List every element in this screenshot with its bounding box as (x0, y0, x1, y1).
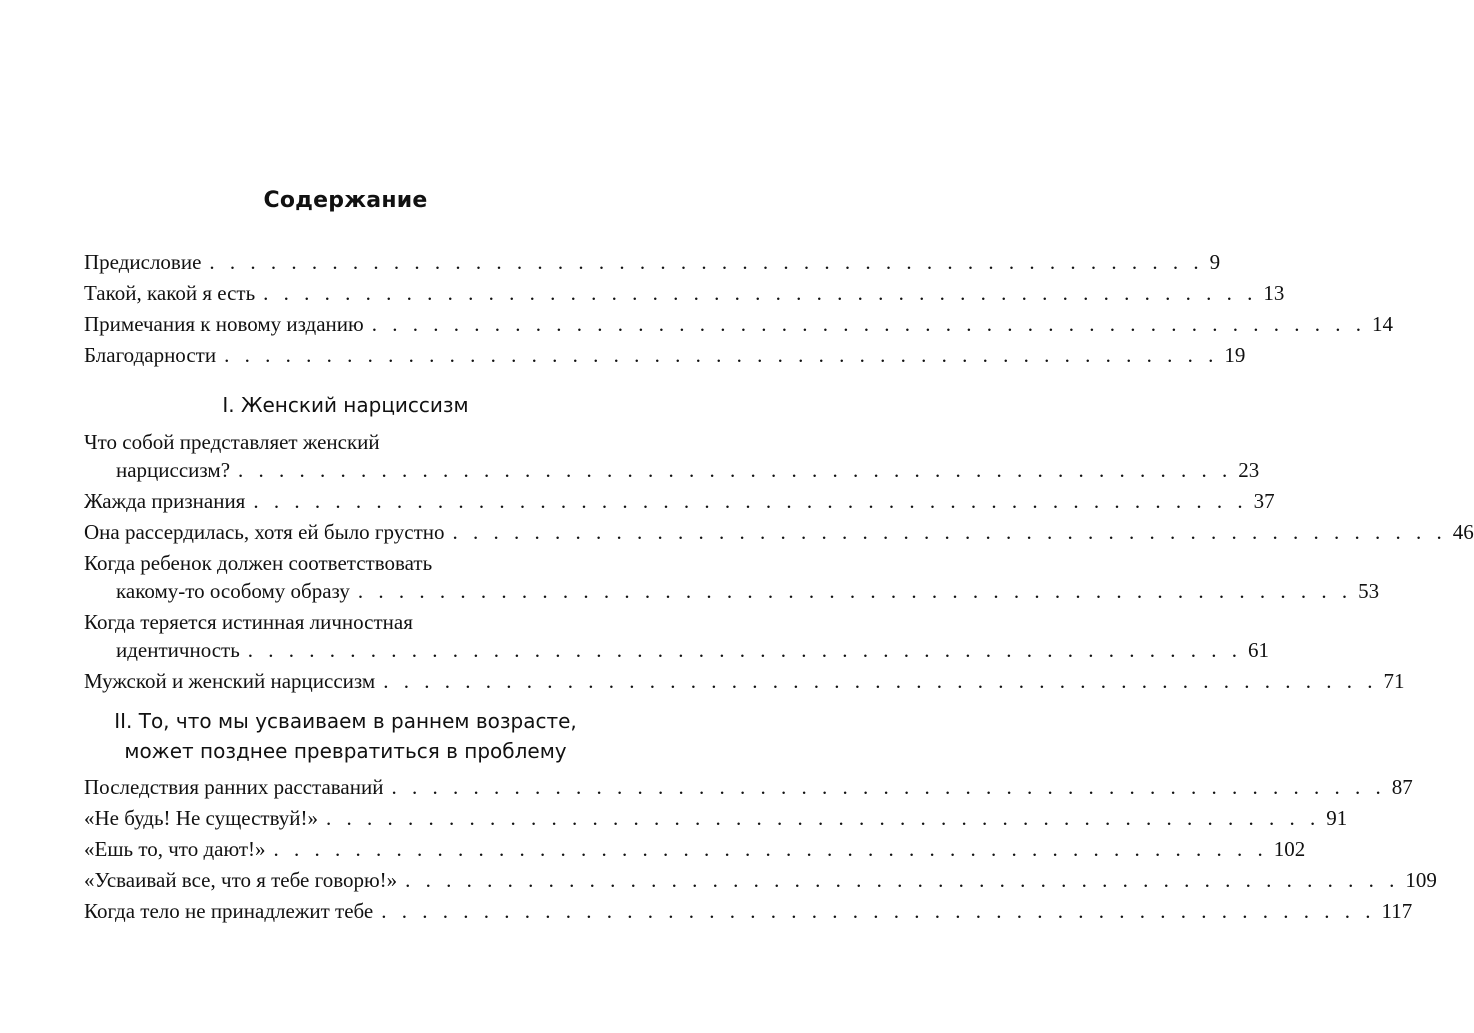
leader-dots: . . . . . . . . . . . . . . . . . . . . . . . . . . . . . . . . . . . . . . . . . . . . . . . . . (263, 281, 1258, 305)
toc-entry-title: Последствия ранних расставаний (84, 775, 384, 799)
toc-entry-page: 53 (1358, 579, 1380, 603)
section-heading-line: I. Женский нарциссизм (222, 393, 469, 417)
toc-entry[interactable] (84, 804, 1348, 832)
toc-entry-title-cont: какому-то особому образу (116, 579, 350, 603)
toc-entry-title-cont: нарциссизм? (116, 458, 231, 482)
toc-entry[interactable] (84, 341, 1246, 369)
leader-dots: . . . . . . . . . . . . . . . . . . . . . . . . . . . . . . . . . . . . . . . . . . . . . . . . . (405, 868, 1400, 892)
toc-entry[interactable] (84, 773, 1413, 801)
toc-entry[interactable] (84, 310, 1393, 338)
toc-entry-page: 87 (1391, 775, 1413, 799)
toc-entry[interactable] (84, 487, 1275, 515)
toc-entry-page: 71 (1383, 669, 1405, 693)
toc-entry-title: Что собой представляет женский (84, 430, 380, 454)
section-heading (0, 390, 691, 420)
toc-entry-title: Когда теряется истинная личностная (84, 610, 413, 634)
toc-entry[interactable] (84, 835, 1306, 863)
toc-entry-page: 14 (1371, 312, 1393, 336)
leader-dots: . . . . . . . . . . . . . . . . . . . . . . . . . . . . . . . . . . . . . . . . . . . . . . . . . (371, 312, 1366, 336)
toc-entry-title: Предисловие (84, 250, 202, 274)
leader-dots: . . . . . . . . . . . . . . . . . . . . . . . . . . . . . . . . . . . . . . . . . . . . . . . . . (357, 579, 1353, 603)
toc-entry-page: 9 (1209, 250, 1221, 274)
toc-entry-title-cont: идентичность (116, 638, 240, 662)
leader-dots: . . . . . . . . . . . . . . . . . . . . . . . . . . . . . . . . . . . . . . . . . . . . . . . . . (253, 489, 1248, 513)
toc-entry[interactable] (84, 608, 1270, 664)
toc-entry-page: 19 (1224, 343, 1246, 367)
leader-dots: . . . . . . . . . . . . . . . . . . . . . . . . . . . . . . . . . . . . . . . . . . . . . . . . . (381, 899, 1376, 923)
toc-entry-title: «Ешь то, что дают!» (84, 837, 266, 861)
toc-entry[interactable] (84, 897, 1413, 925)
section-2-list (84, 773, 1437, 928)
leader-dots: . . . . . . . . . . . . . . . . . . . . . . . . . . . . . . . . . . . . . . . . . . . . . . . . . (326, 806, 1321, 830)
page-title: Содержание (263, 188, 428, 213)
leader-dots: . . . . . . . . . . . . . . . . . . . . . . . . . . . . . . . . . . . . . . . . . . . . . . . . . (391, 775, 1386, 799)
toc-entry[interactable] (84, 428, 1260, 484)
toc-entry-page: 37 (1253, 489, 1275, 513)
toc-entry-page: 13 (1263, 281, 1285, 305)
toc-entry[interactable] (84, 279, 1285, 307)
toc-entry-title: «Не будь! Не существуй!» (84, 806, 319, 830)
leader-dots: . . . . . . . . . . . . . . . . . . . . . . . . . . . . . . . . . . . . . . . . . . . . . . . . . (247, 638, 1243, 662)
toc-entry[interactable] (84, 866, 1437, 894)
section-heading-line: может позднее превратиться в проблему (124, 739, 567, 763)
toc-entry-title: Она рассердилась, хотя ей было грустно (84, 520, 445, 544)
front-matter-list (84, 248, 1393, 372)
toc-entry[interactable] (84, 549, 1380, 605)
toc-entry-page: 23 (1238, 458, 1260, 482)
toc-entry-page: 117 (1381, 899, 1413, 923)
toc-entry-page: 91 (1326, 806, 1348, 830)
toc-entry-title: Благодарности (84, 343, 217, 367)
toc-entry-title: «Усваивай все, что я тебе говорю!» (84, 868, 398, 892)
leader-dots: . . . . . . . . . . . . . . . . . . . . . . . . . . . . . . . . . . . . . . . . . . . . . . . . . (452, 520, 1447, 544)
toc-entry-title: Такой, какой я есть (84, 281, 256, 305)
toc-entry-page: 61 (1248, 638, 1270, 662)
toc-entry-title: Примечания к новому изданию (84, 312, 364, 336)
toc-entry-page: 46 (1452, 520, 1474, 544)
toc-entry-title: Мужской и женский нарциссизм (84, 669, 376, 693)
toc-entry-page: 102 (1273, 837, 1306, 861)
section-heading-line: II. То, что мы усваиваем в раннем возрасте, (114, 709, 577, 733)
toc-entry[interactable] (84, 667, 1405, 695)
leader-dots: . . . . . . . . . . . . . . . . . . . . . . . . . . . . . . . . . . . . . . . . . . . . . . . . . (209, 250, 1204, 274)
leader-dots: . . . . . . . . . . . . . . . . . . . . . . . . . . . . . . . . . . . . . . . . . . . . . . . . . (224, 343, 1219, 367)
toc-entry-page: 109 (1405, 868, 1437, 892)
leader-dots: . . . . . . . . . . . . . . . . . . . . . . . . . . . . . . . . . . . . . . . . . . . . . . . . . (383, 669, 1378, 693)
leader-dots: . . . . . . . . . . . . . . . . . . . . . . . . . . . . . . . . . . . . . . . . . . . . . . . . . (238, 458, 1233, 482)
leader-dots: . . . . . . . . . . . . . . . . . . . . . . . . . . . . . . . . . . . . . . . . . . . . . . . . . (273, 837, 1268, 861)
section-1-list (84, 428, 1474, 698)
toc-entry[interactable] (84, 518, 1474, 546)
toc-entry-title: Жажда признания (84, 489, 246, 513)
toc-entry-title: Когда ребенок должен соответствовать (84, 551, 433, 575)
toc-entry[interactable] (84, 248, 1221, 276)
section-heading (0, 706, 691, 766)
toc-entry-title: Когда тело не принадлежит тебе (84, 899, 374, 923)
